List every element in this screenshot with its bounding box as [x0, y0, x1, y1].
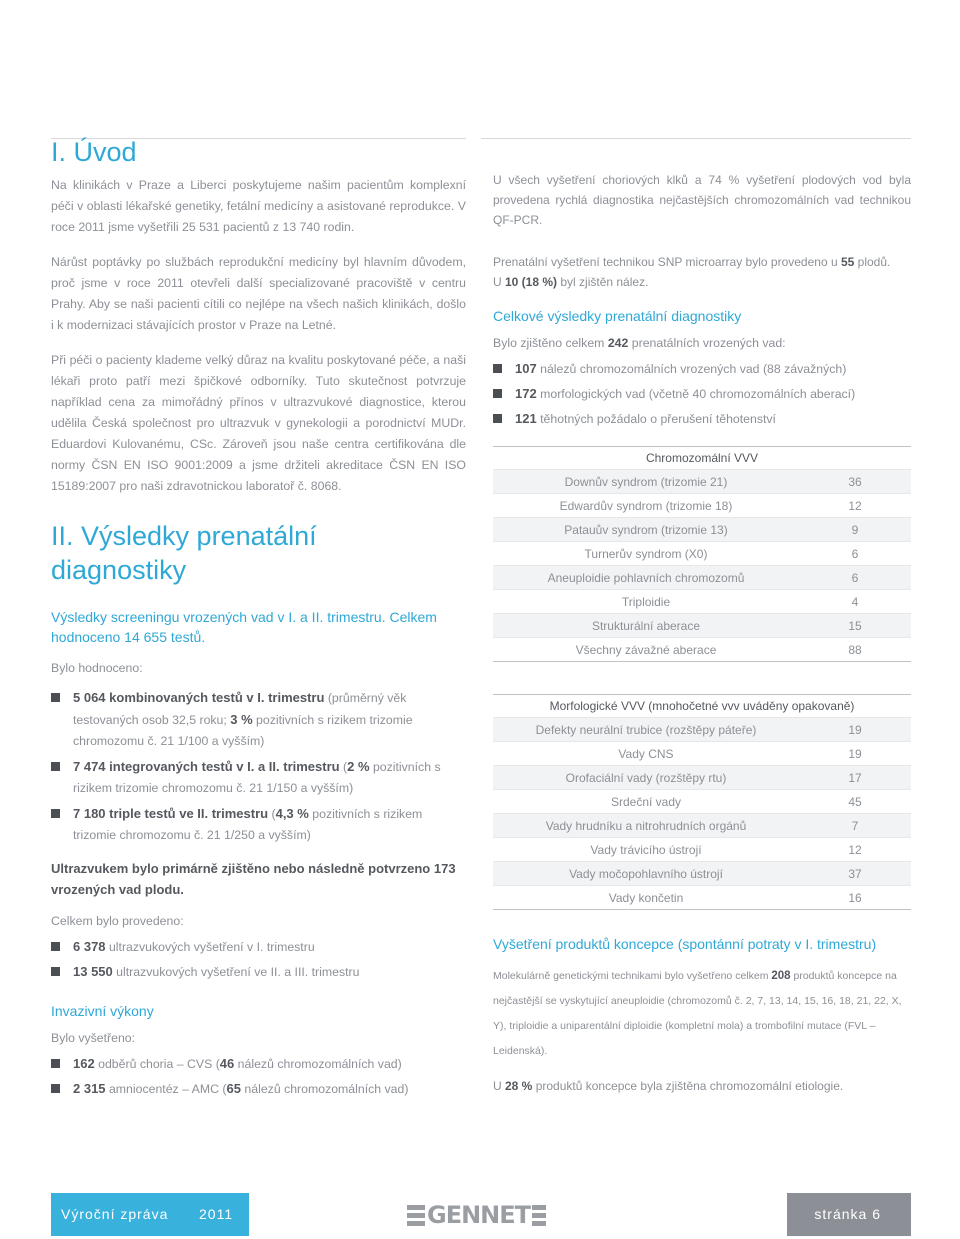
- conception-heading: Vyšetření produktů koncepce (spontánní potraty v I. trimestru): [493, 936, 877, 952]
- table-row: Vady končetin 16: [493, 886, 911, 910]
- overall-heading: Celkové výsledky prenatální diagnostiky: [493, 308, 742, 324]
- list-item: 2 315 amniocentéz – AMC (65 nálezů chromozomálních vad): [51, 1078, 466, 1100]
- footer: [51, 1193, 911, 1236]
- logo-text: GENNET: [427, 1200, 531, 1229]
- right-column: [493, 170, 911, 1096]
- list-item: 162 odběrů choria – CVS (46 nálezů chromozomálních vad): [51, 1053, 466, 1075]
- table-row: Vady hrudníku a nitrohrudních orgánů 7: [493, 814, 911, 838]
- list-item: 107 nálezů chromozomálních vrozených vad (88 závažných): [493, 358, 911, 380]
- list-item: 121 těhotných požádalo o přerušení těhotenství: [493, 408, 911, 430]
- left-column: [51, 135, 466, 1100]
- logo-bars-icon: [407, 1203, 425, 1227]
- table-row: Patauův syndrom (trizomie 13) 9: [493, 518, 911, 542]
- section2-title: [51, 519, 466, 587]
- morphological-table: [493, 694, 911, 910]
- ultrasound-list: [51, 936, 466, 983]
- snp-paragraph: Prenatální vyšetření technikou SNP microarray bylo provedeno u 55 plodů. U 10 (18 %) byl zjištěn nález.: [493, 255, 891, 289]
- table-row: Downův syndrom (trizomie 21) 36: [493, 470, 911, 494]
- table-row: Turnerův syndrom (X0) 6: [493, 542, 911, 566]
- list-item: 172 morfologických vad (včetně 40 chromozomálních aberací): [493, 383, 911, 405]
- conception-paragraph: Molekulárně genetickými technikami bylo vyšetřeno celkem 208 produktů koncepce na nejčastější se vyskytující aneuploidie (chromozomů č. 2, 7, 13, 14, 15, 16, 18, 21, 22, X, Y), triploidie a uniparentální diploidie (kompletní mola) a trombofilní mutace (FVL – Leidenská).: [493, 970, 902, 1057]
- section2-title-line1: II. Výsledky prenatální: [51, 521, 317, 551]
- table-row: Orofaciální vady (rozštěpy rtu) 17: [493, 766, 911, 790]
- chorion-paragraph: U všech vyšetření choriových klků a 74 % vyšetření plodových vod byla provedena rychlá diagnostika nejčastějších chromozomálních vad technikou QF-PCR.: [493, 173, 911, 227]
- table-header: Chromozomální VVV: [493, 447, 911, 470]
- ultrasound-statement: Ultrazvukem bylo primárně zjištěno nebo následně potvrzeno 173 vrozených vad plodu.: [51, 861, 456, 897]
- table-row: Všechny závažné aberace 88: [493, 638, 911, 662]
- page-label: stránka 6: [814, 1206, 881, 1222]
- section2-title-line2: diagnostiky: [51, 555, 187, 585]
- report-year: 2011: [199, 1206, 234, 1222]
- list-item: 5 064 kombinovaných testů v I. trimestru (průměrný věk testovaných osob 32,5 roku; 3 % pozitivních s rizikem trizomie chromozomu č. 21 1/100 a vyšším): [51, 687, 466, 752]
- intro-paragraph-2: Nárůst poptávky po službách reprodukční medicíny byl hlavním důvodem, proč jsme v roce 2011 otevřeli další specializované pracoviště v centru Prahy. Aby se naši pacienti cítili co nejlépe na všech našich klinikách, došlo i k modernizaci stávajících prostor v Praze na Letné.: [51, 255, 466, 332]
- invasive-list: [51, 1053, 466, 1100]
- list-item: 6 378 ultrazvukových vyšetření v I. trimestru: [51, 936, 466, 958]
- table-header: Morfologické VVV (mnohočetné vvv uváděny opakovaně): [493, 695, 911, 718]
- table-row: Triploidie 4: [493, 590, 911, 614]
- list-item: 7 180 triple testů ve II. trimestru (4,3 % pozitivních s rizikem trizomie chromozomu č. 21 1/250 a vyšším): [51, 803, 466, 846]
- list-item: 7 474 integrovaných testů v I. a II. trimestru (2 % pozitivních s rizikem trizomie chromozomu č. 21 1/150 a vyšším): [51, 756, 466, 799]
- examined-label: Bylo vyšetřeno:: [51, 1031, 136, 1045]
- conception-result: U 28 % produktů koncepce byla zjištěna chromozomální etiologie.: [493, 1079, 844, 1093]
- intro-paragraph-3: Při péči o pacienty klademe velký důraz na kvalitu poskytované péče, a naši lékaři proto patří mezi špičkové odborníky. Tuto skutečnost potvrzuje například cena za mimořádný přínos v ultrazvukové diagnostice, kterou udělila Česká společnost pro ultrazvuk v gynekologii a porodnictví MUDr. Eduardovi Kulovanému, CSc. Zároveň jsou naše centra certifikována dle normy ČSN EN ISO 9001:2009 a jsme držiteli akreditace ČSN EN ISO 15189:2007 pro naši zdravotnickou laboratoř č. 8068.: [51, 353, 466, 493]
- performed-label: Celkem bylo provedeno:: [51, 914, 184, 928]
- screening-list: [51, 687, 466, 846]
- table-row: Vady močopohlavního ústrojí 37: [493, 862, 911, 886]
- chromosomal-table: [493, 446, 911, 662]
- table-row: Edwardův syndrom (trizomie 18) 12: [493, 494, 911, 518]
- screening-heading: Výsledky screeningu vrozených vad v I. a II. trimestru. Celkem hodnoceno 14 655 testů.: [51, 609, 437, 645]
- invasive-heading: Invazivní výkony: [51, 1003, 154, 1019]
- list-item: 13 550 ultrazvukových vyšetření ve II. a III. trimestru: [51, 961, 466, 983]
- report-label: Výroční zpráva: [61, 1206, 169, 1222]
- logo: [407, 1201, 546, 1228]
- table-row: Vady trávicího ústrojí 12: [493, 838, 911, 862]
- overall-summary: Bylo zjištěno celkem 242 prenatálních vrozených vad:: [493, 336, 786, 350]
- logo-bars-icon: [532, 1203, 546, 1227]
- intro-paragraph-1: Na klinikách v Praze a Liberci poskytujeme našim pacientům komplexní péči v oblasti lékařské genetiky, fetální medicíny a asistované reprodukce. V roce 2011 jsme vyšetřili 25 531 pacientů z 13 740 rodin.: [51, 178, 466, 234]
- overall-list: [493, 358, 911, 430]
- top-rule-right: [481, 138, 911, 139]
- table-row: Srdeční vady 45: [493, 790, 911, 814]
- table-row: Strukturální aberace 15: [493, 614, 911, 638]
- table-row: Defekty neurální trubice (rozštěpy páteře) 19: [493, 718, 911, 742]
- footer-page-box: [787, 1193, 911, 1236]
- footer-report-box: [51, 1193, 249, 1236]
- evaluated-label: Bylo hodnoceno:: [51, 661, 143, 675]
- table-row: Aneuploidie pohlavních chromozomů 6: [493, 566, 911, 590]
- table-row: Vady CNS 19: [493, 742, 911, 766]
- section1-title: I. Úvod: [51, 137, 137, 167]
